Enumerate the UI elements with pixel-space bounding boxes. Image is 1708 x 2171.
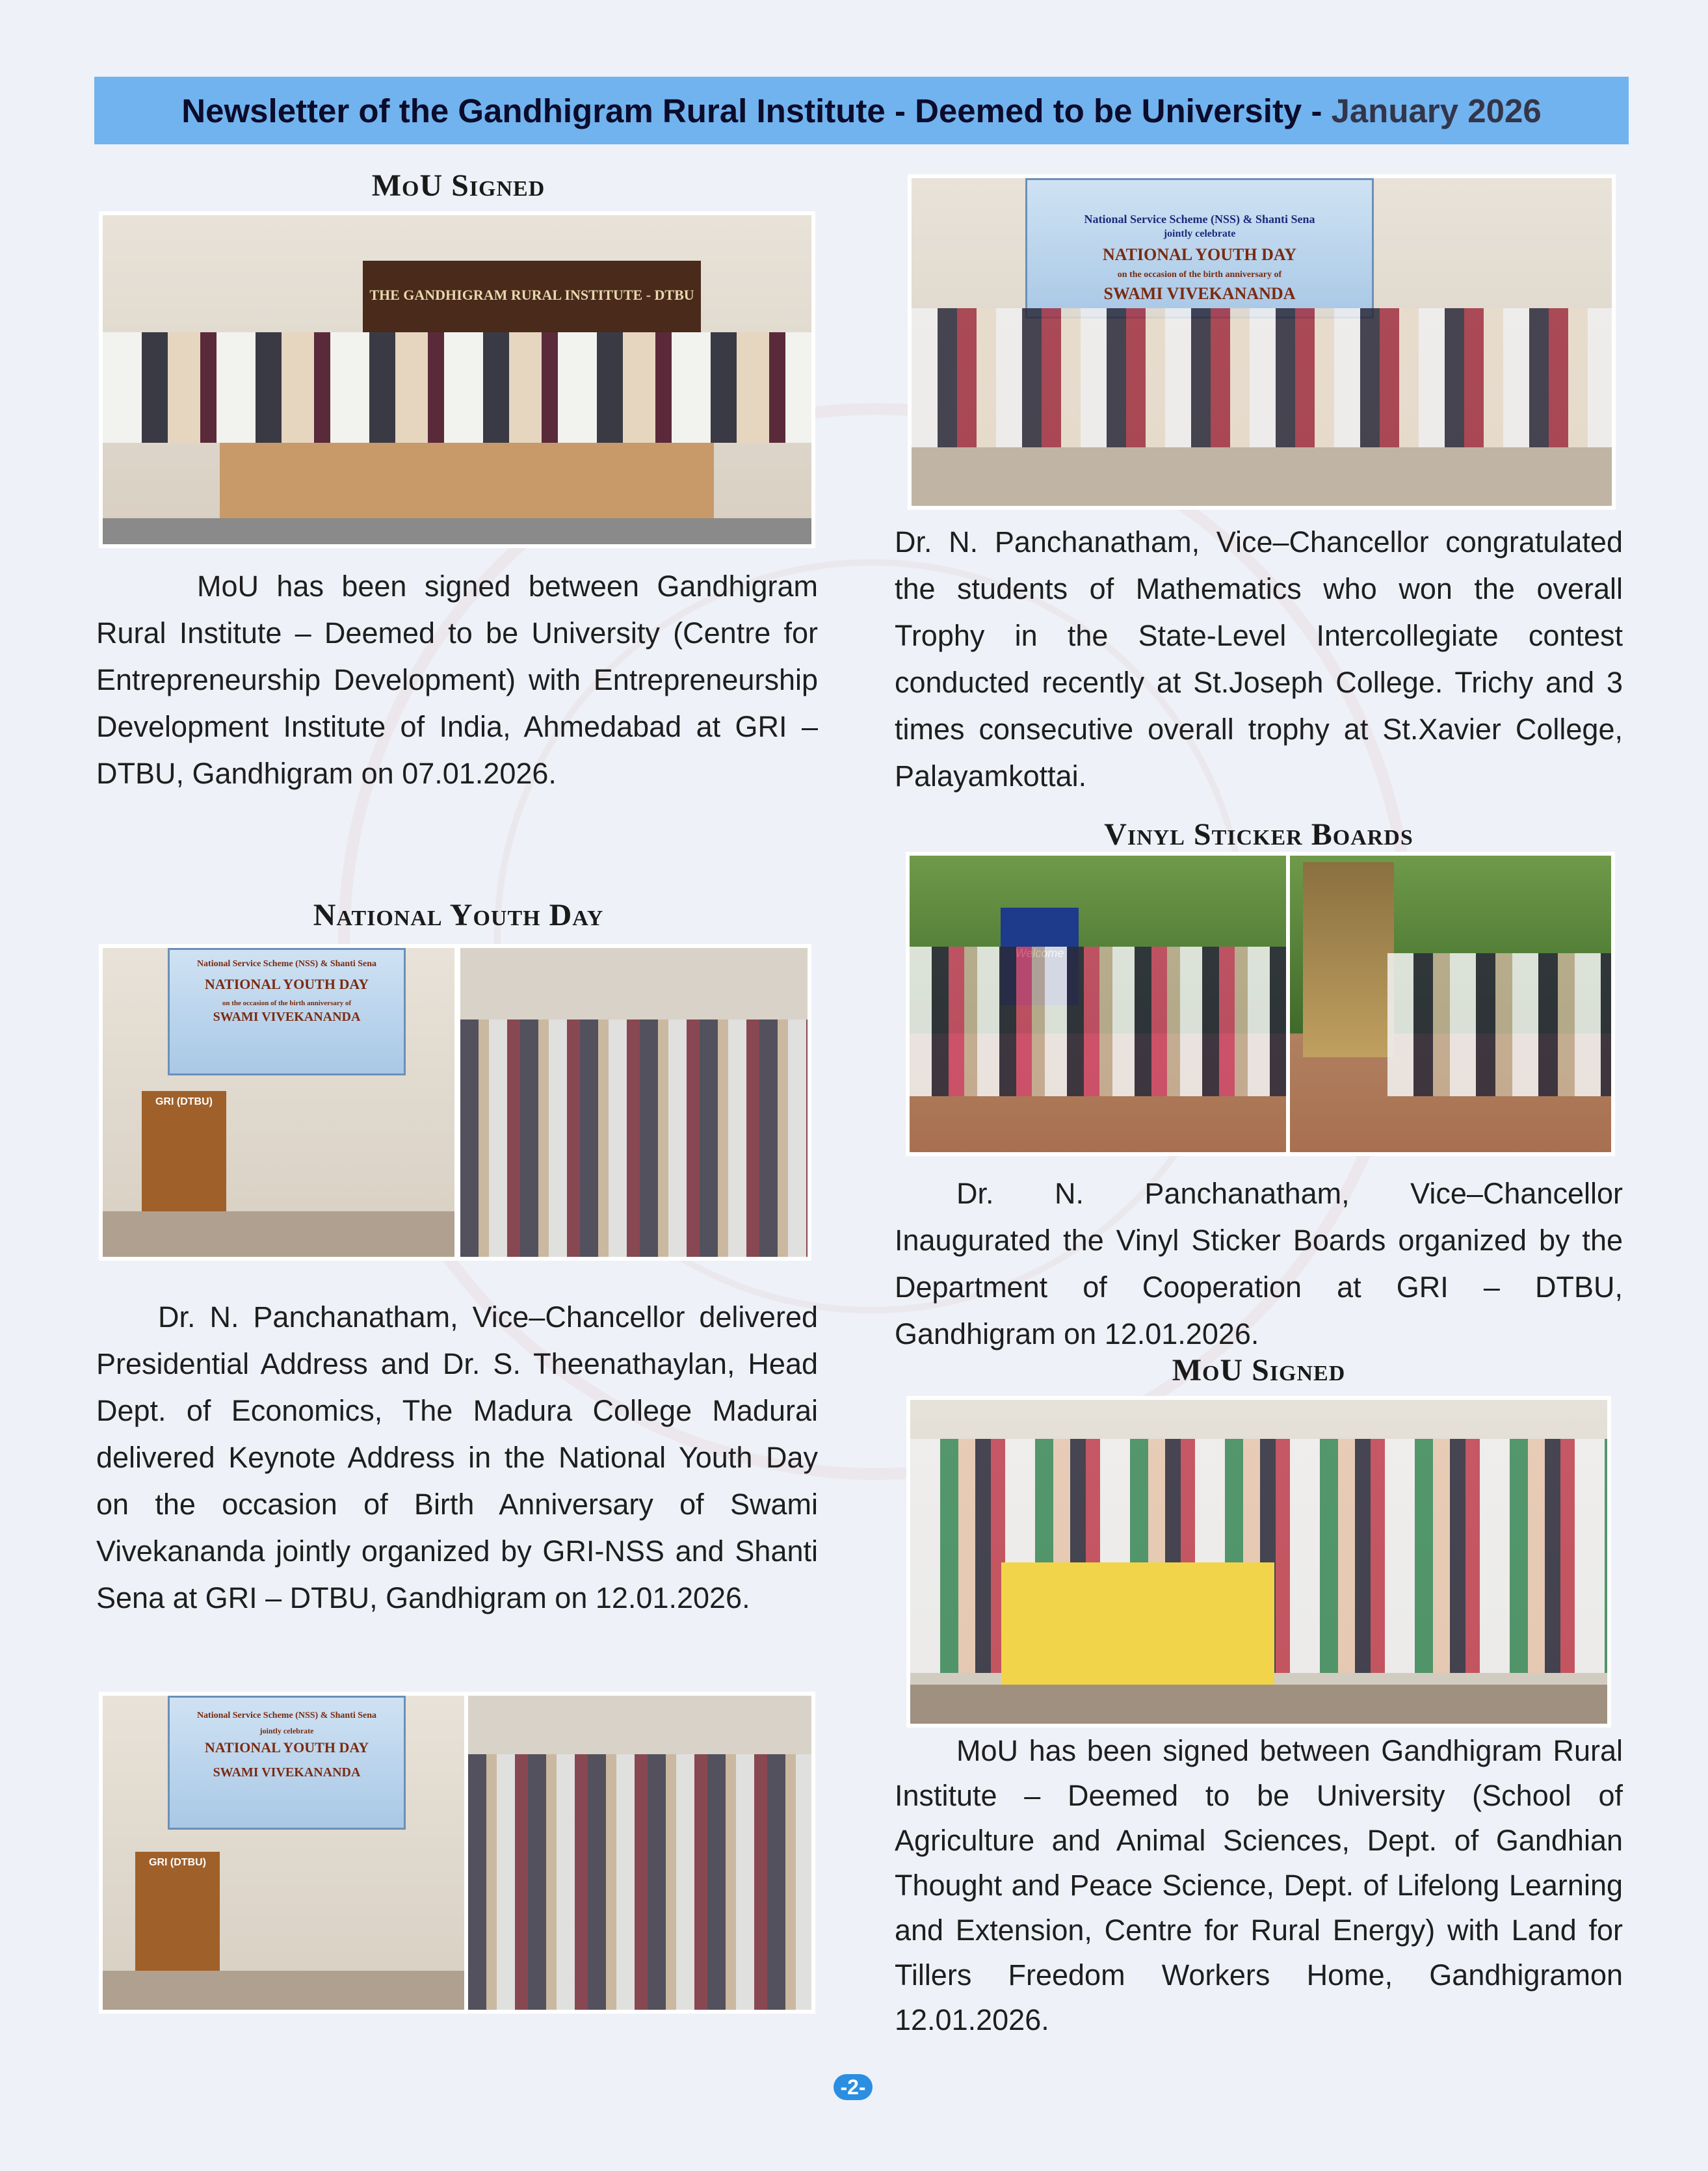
- photo-mathematics-trophy-group: National Service Scheme (NSS) & Shanti Sena jointly celebrate NATIONAL YOUTH DAY on the occasion of the birth anniversary of SWAMI VIVEKANANDA: [908, 174, 1616, 510]
- page-number: -2-: [834, 2074, 873, 2100]
- section-title-mou-signed-1: MoU Signed: [371, 168, 545, 203]
- photo-vinyl-board-inauguration-2: [1286, 852, 1615, 1156]
- vinyl-sticker-boards-description: Dr. N. Panchanatham, Vice–Chancellor Inaugurated the Vinyl Sticker Boards organized by the Department of Cooperation at GRI – DTBU, Gandhigram on 12.01.2026.: [895, 1177, 1623, 1350]
- photo-vinyl-board-inauguration-1: [906, 852, 1290, 1156]
- photo-mou-signing-hall: [906, 1396, 1611, 1728]
- national-youth-day-description: Dr. N. Panchanatham, Vice–Chancellor delivered Presidential Address and Dr. S. Theenathaylan, Head Dept. of Economics, The Madura College Madurai delivered Keynote Address in the National Youth Day on the occasion of Birth Anniversary of Swami Vivekananda jointly organized by GRI-NSS and Shanti Sena at GRI – DTBU, Gandhigram on 12.01.2026.: [96, 1300, 818, 1614]
- section-title-national-youth-day: National Youth Day: [313, 898, 604, 932]
- header-month: January 2026: [1331, 92, 1542, 129]
- photo-youth-day-audience-2: [464, 1692, 815, 2014]
- mou2-description: MoU has been signed between Gandhigram Rural Institute – Deemed to be University (School of Agriculture and Animal Sciences, Dept. of Gandhian Thought and Peace Science, Dept. of Lifelong Learning and Extension, Centre for Rural Energy) with Land for Tillers Freedom Workers Home, Gandhigramon 12.01.2026.: [895, 1734, 1623, 2036]
- mathematics-trophy-description: Dr. N. Panchanatham, Vice–Chancellor congratulated the students of Mathematics who won the overall Trophy in the State-Level Intercollegiate contest conducted recently at St.Joseph College. Trichy and 3 times consecutive overall trophy at St.Xavier College, Palayamkottai.: [895, 525, 1623, 793]
- section-title-vinyl-sticker-boards: Vinyl Sticker Boards: [1104, 817, 1413, 852]
- photo-mou-signing-office: [99, 211, 815, 548]
- newsletter-header: [94, 77, 1629, 144]
- mou1-description: MoU has been signed between Gandhigram Rural Institute – Deemed to be University (Centre for Entrepreneurship Development) with Entrepreneurship Development Institute of India, Ahmedabad at GRI – DTBU, Gandhigram on 07.01.2026.: [96, 570, 818, 790]
- section-title-mou-signed-2: MoU Signed: [1172, 1353, 1346, 1388]
- photo-youth-day-audience-1: [456, 944, 811, 1261]
- photo-youth-day-podium-1: National Service Scheme (NSS) & Shanti Sena NATIONAL YOUTH DAY on the occasion of the birth anniversary of SWAMI VIVEKANANDA GRI (DTBU): [99, 944, 458, 1261]
- header-title: Newsletter of the Gandhigram Rural Institute - Deemed to be University -: [181, 92, 1322, 129]
- photo-youth-day-podium-2: National Service Scheme (NSS) & Shanti Sena jointly celebrate NATIONAL YOUTH DAY SWAMI VIVEKANANDA GRI (DTBU): [99, 1692, 468, 2014]
- podium: GRI (DTBU): [142, 1091, 226, 1221]
- office-name-board: THE GANDHIGRAM RURAL INSTITUTE - DTBU: [363, 261, 701, 358]
